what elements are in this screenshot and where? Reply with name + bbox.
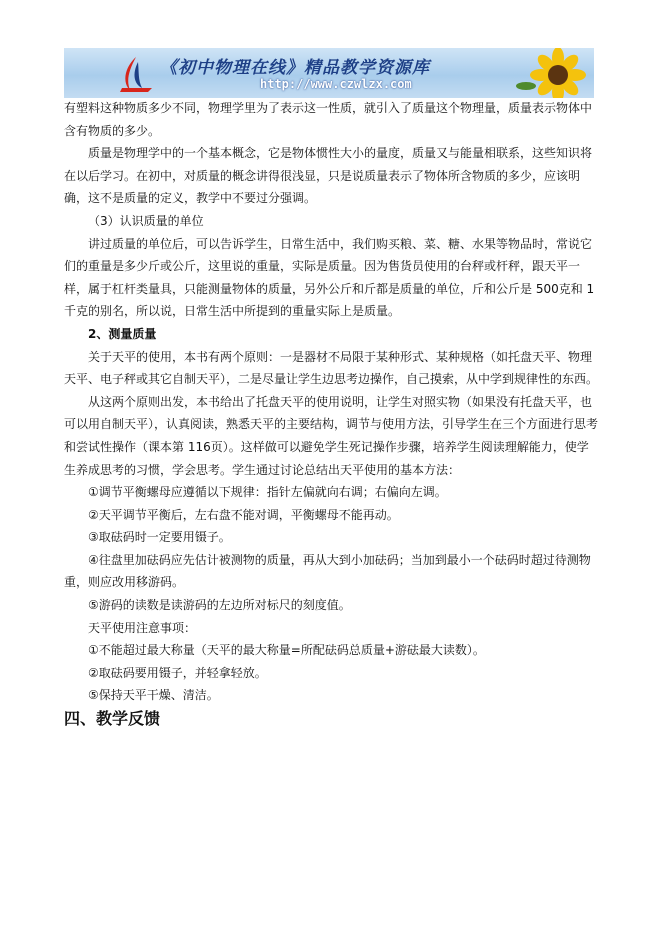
paragraph-mass-concept: 质量是物理学中的一个基本概念，它是物体惯性大小的量度，质量又与能量相联系，这些知识将在以后学习。在初中，对质量的概念讲得很浅显，只是说质量表示了物体所含物质的多少，应该明确，这不是质量的定义，教学中不要过分强调。 — [64, 146, 593, 206]
document-body — [64, 97, 598, 731]
list-item: ⑤游码的读数是读游码的左边所对标尺的刻度值。 — [88, 598, 351, 613]
paragraph-mass-units: 讲过质量的单位后，可以告诉学生，日常生活中，我们购买粮、菜、糖、水果等物品时，常说它们的重量是多少斤或公斤，这里说的重量，实际是质量。因为售货员使用的台秤或杆秤，跟天平一样，属于杠杆类量具，只能测量物体的质量，另外公斤和斤都是质量的单位，斤和公斤是 500克和 1 千克的别名，所以说，日常生活中所提到的重量实际上是质量。 — [64, 236, 595, 319]
subheading-mass-units: （3）认识质量的单位 — [88, 213, 204, 228]
list-item: ③取砝码时一定要用镊子。 — [88, 530, 231, 545]
list-item: ②天平调节平衡后，左右盘不能对调，平衡螺母不能再动。 — [88, 507, 399, 522]
site-logo — [116, 54, 156, 94]
paragraph-mass-intro: 有塑料这种物质多少不同，物理学里为了表示这一性质，就引入了质量这个物理量，质量表示物体中含有物质的多少。 — [64, 101, 593, 138]
header-banner — [64, 48, 594, 98]
paragraph-balance-method: 从这两个原则出发，本书给出了托盘天平的使用说明，让学生对照实物（如果没有托盘天平，也可以用自制天平），认真阅读，熟悉天平的主要结构，调节与使用方法，引导学生在三个方面进行思考和尝试性操作（课本第 116页）。这样做可以避免学生死记操作步骤，培养学生阅读理解能力，使学生养成思考的习惯，学会思考。学生通过讨论总结出天平使用的基本方法： — [64, 394, 599, 477]
list-item: ⑤保持天平干燥、清洁。 — [88, 688, 219, 703]
list-item: ①不能超过最大称量（天平的最大称量=所配砝码总质量+游砝最大读数）。 — [88, 643, 485, 658]
banner-title: 《初中物理在线》精品教学资源库 — [160, 58, 430, 78]
notes-heading: 天平使用注意事项： — [88, 620, 197, 635]
list-item: ②取砝码要用镊子，并轻拿轻放。 — [88, 665, 267, 680]
list-item: ①调节平衡螺母应遵循以下规律：指针左偏就向右调；右偏向左调。 — [88, 485, 447, 500]
list-item: ④往盘里加砝码应先估计被测物的质量，再从大到小加砝码；当加到最小一个砝码时超过待测物重，则应改用移游码。 — [64, 552, 591, 590]
section-heading-feedback: 四、教学反馈 — [64, 709, 161, 729]
paragraph-balance-principles: 关于天平的使用，本书有两个原则：一是器材不局限于某种形式、某种规格（如托盘天平、物理天平、电子秤或其它自制天平），二是尽量让学生边思考边操作，自己摸索，从中学到规律性的东西。 — [64, 349, 599, 387]
banner-url: http://www.czwlzx.com — [260, 77, 412, 91]
sunflower-icon — [514, 48, 594, 98]
section-heading-measure-mass: 2、测量质量 — [88, 326, 157, 341]
